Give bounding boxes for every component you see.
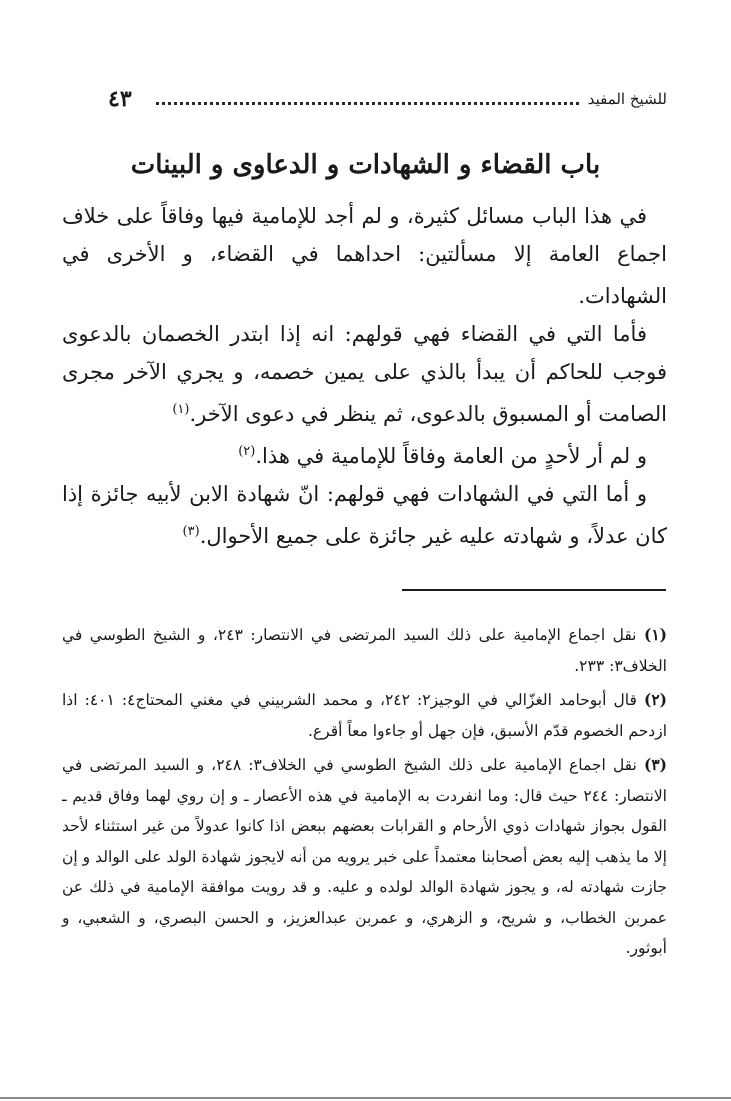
footnotes — [62, 620, 667, 968]
footnote-number: (٣) — [643, 755, 667, 774]
footnote-text: نقل اجماع الإمامية على ذلك السيد المرتضى في الانتصار: ٢٤٣، و الشيخ الطوسي في الخلاف٣: ٢٣٣. — [62, 626, 667, 675]
footnote — [62, 685, 667, 746]
footnote — [62, 620, 667, 681]
paragraph — [62, 197, 667, 315]
footnote-number: (٢) — [643, 690, 667, 709]
footnote-marker: (١) — [172, 402, 190, 417]
footnote-marker: (٢) — [238, 444, 256, 459]
paragraph-text: في هذا الباب مسائل كثيرة، و لم أجد للإمامية فيها وفاقاً على خلاف اجماع العامة إلا مسألتين: احداهما في القضاء، و الأخرى في الشهادات. — [62, 204, 667, 308]
footnote-text: نقل اجماع الإمامية على ذلك الشيخ الطوسي في الخلاف٣: ٢٤٨، و السيد المرتضى في الانتصار: ٢٤٤ حيث قال: وما انفردت به الإمامية في هذه الأعصار ـ و إن روي لهما وفاق قديم ـ القول بجواز شهادات ذوي الأرحام و القرابات بعضهم ببعض اذا كانوا عدولاً من غير استثناء لأحد إلا ما يذهب إليه بعض أصحابنا معتمداً على خبر يرويه من أنه لايجوز شهادة الولد على الوالد و إن جازت شهادته له، و يجوز شهادة الوالد لولده و عليه. و قد رويت موافقة الإمامية في ذلك عن عمربن الخطاب، و شريح، و الزهري، و عمربن عبدالعزيز، و الحسن البصري، و الشعبي، و أبوثور. — [62, 756, 667, 957]
leader-dots — [156, 96, 579, 105]
footnote-divider — [402, 589, 666, 591]
paragraph-text: و أما التي في الشهادات فهي قولهم: انّ شهادة الابن لأبيه جائزة إذا كان عدلاً، و شهادته عليه غير جائزة على جميع الأحوال. — [62, 482, 667, 548]
page-number: ٤٣ — [108, 86, 132, 112]
footnote-marker: (٣) — [182, 524, 200, 539]
running-header — [108, 88, 667, 114]
page-bottom-rule — [0, 1097, 731, 1099]
paragraph — [62, 315, 667, 433]
paragraph — [62, 475, 667, 555]
footnote-number: (١) — [644, 625, 668, 644]
paragraph-text: فأما التي في القضاء فهي قولهم: انه إذا ابتدر الخصمان بالدعوى فوجب للحاكم أن يبدأ بالذي على يمين خصمه، و يجري الآخر مجرى الصامت أو المسبوق بالدعوى، ثم ينظر في دعوى الآخر. — [62, 322, 667, 426]
chapter-title: باب القضاء و الشهادات و الدعاوى و البينات — [130, 150, 601, 180]
paragraph — [62, 433, 667, 475]
footnote-text: قال أبوحامد الغزّالي في الوجيز٢: ٢٤٢، و محمد الشربيني في مغني المحتاج٤: ٤٠١: اذا ازدحم الخصوم قدّم الأسبق، فإن جهل أو جاءوا معاً أقرع. — [62, 691, 667, 740]
main-text — [62, 197, 667, 555]
footnote — [62, 750, 667, 964]
running-title: للشيخ المفيد — [587, 90, 667, 108]
paragraph-text: و لم أر لأحدٍ من العامة وفاقاً للإمامية في هذا. — [255, 444, 647, 468]
